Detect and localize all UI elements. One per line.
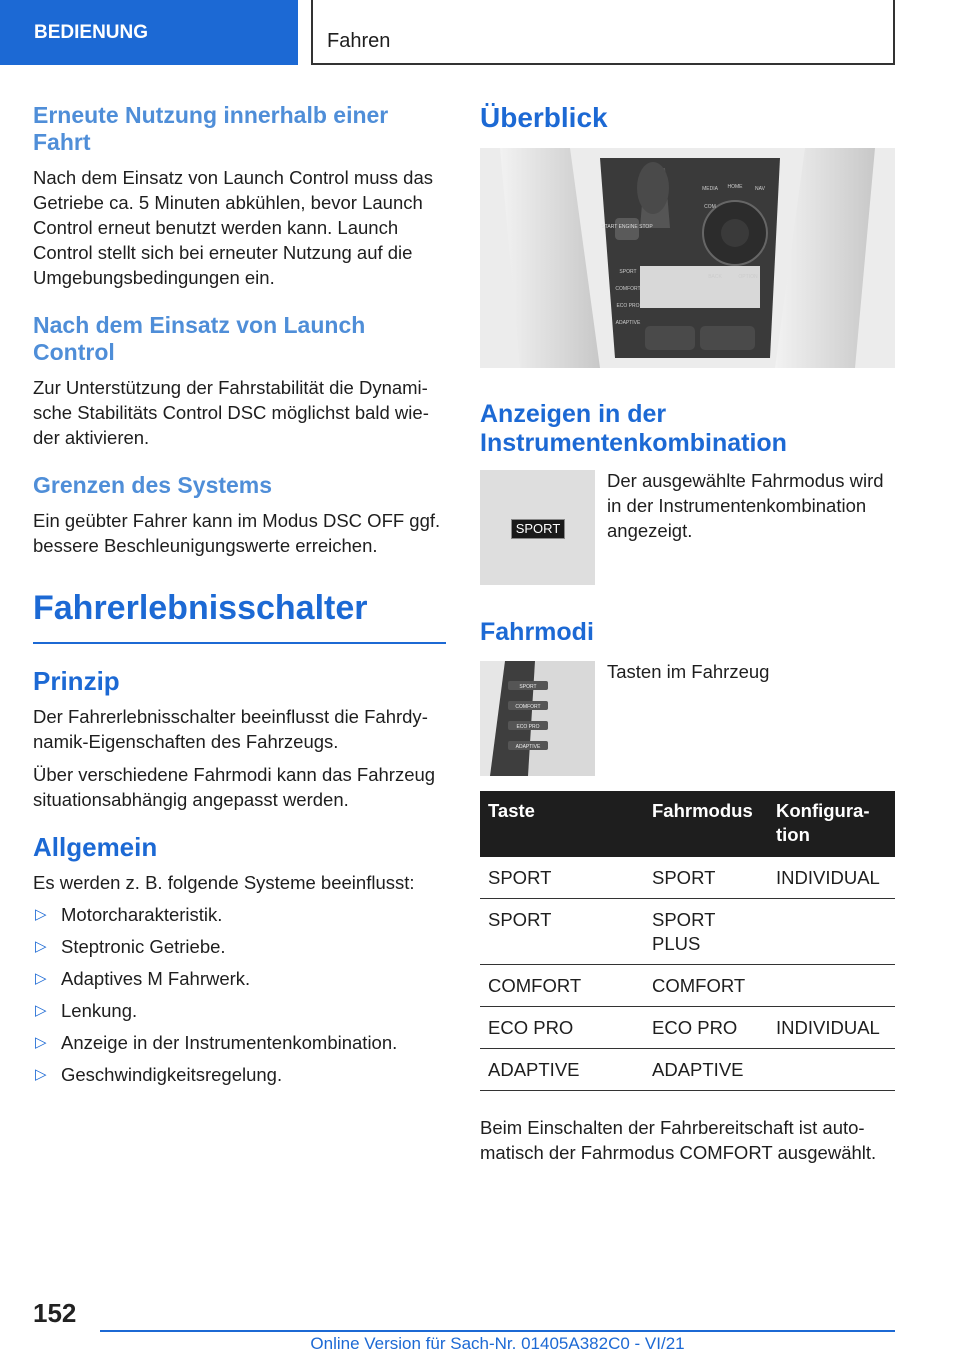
svg-text:SPORT: SPORT bbox=[519, 684, 537, 690]
sport-badge: SPORT bbox=[511, 519, 565, 539]
paragraph-allgemein: Es werden z. B. folgende Systeme beeinflusst: bbox=[33, 872, 415, 893]
heading-rule bbox=[33, 642, 446, 644]
triangle-bullet-icon: ▷ bbox=[35, 1066, 47, 1083]
table-header-row bbox=[480, 791, 895, 857]
svg-text:NAV: NAV bbox=[755, 186, 765, 192]
list-item: ▷ Adaptives M Fahrwerk. bbox=[35, 968, 251, 989]
table-cell: SPORT PLUS bbox=[644, 899, 768, 965]
paragraph-prinzip-2: Über verschiedene Fahrmodi kann das Fahrzeug situationsabhängig angepasst werden. bbox=[33, 764, 436, 810]
column-header: Konfiguration bbox=[768, 791, 895, 857]
heading-fahrmodi: Fahrmodi bbox=[480, 618, 594, 646]
svg-text:ADAPTIVE: ADAPTIVE bbox=[515, 744, 541, 750]
table-cell bbox=[768, 899, 895, 965]
paragraph-closing: Beim Einschalten der Fahrbereitschaft ist automatisch der Fahrmodus COMFORT ausgewählt. bbox=[480, 1117, 877, 1163]
paragraph-nach-einsatz: Zur Unterstützung der Fahrstabilität die Dynamische Stabilitäts Control DSC möglichst bald wieder aktivieren. bbox=[33, 377, 429, 448]
table-cell: ECO PRO bbox=[480, 1007, 644, 1049]
bullet-list bbox=[33, 902, 446, 1087]
center-console-illustration bbox=[480, 148, 895, 368]
paragraph-grenzen: Ein geübter Fahrer kann im Modus DSC OFF ggf. bessere Beschleunigungswerte erreichen. bbox=[33, 510, 441, 556]
left-column bbox=[33, 102, 446, 1094]
list-item: ▷ Motorcharakteristik. bbox=[35, 904, 223, 925]
svg-text:ECO PRO: ECO PRO bbox=[516, 724, 540, 730]
heading-nach-einsatz: Nach dem Einsatz von Launch Control bbox=[33, 312, 366, 365]
heading-allgemein: Allgemein bbox=[33, 832, 158, 862]
svg-text:BACK: BACK bbox=[708, 274, 722, 280]
main-heading: Fahrerlebnisschalter bbox=[33, 589, 368, 627]
svg-text:MEDIA: MEDIA bbox=[702, 186, 718, 192]
table-cell: SPORT bbox=[480, 857, 644, 899]
section-tab[interactable]: BEDIENUNG bbox=[0, 0, 298, 65]
page-number: 152 bbox=[33, 1298, 77, 1328]
list-item: ▷ Steptronic Getriebe. bbox=[35, 936, 226, 957]
list-item: ▷ Anzeige in der Instrumentenkombination. bbox=[35, 1032, 398, 1053]
table-cell: ADAPTIVE bbox=[644, 1049, 768, 1091]
svg-text:HOME: HOME bbox=[727, 184, 743, 190]
cluster-image bbox=[480, 470, 595, 585]
triangle-bullet-icon: ▷ bbox=[35, 938, 47, 955]
mode-table bbox=[480, 791, 895, 1091]
heading-anzeigen: Anzeigen in der Instrumentenkombination bbox=[480, 400, 787, 457]
table-cell: SPORT bbox=[644, 857, 768, 899]
footer-online-version[interactable]: Online Version für Sach-Nr. 01405A382C0 - VI/21 bbox=[310, 1334, 685, 1353]
svg-text:OPTION: OPTION bbox=[738, 274, 758, 280]
table-cell: ADAPTIVE bbox=[480, 1049, 644, 1091]
column-header: Taste bbox=[480, 791, 644, 857]
buttons-image bbox=[480, 661, 595, 776]
chapter-title: Fahren bbox=[311, 0, 895, 65]
svg-text:COMFORT: COMFORT bbox=[615, 286, 641, 292]
svg-text:SPORT: SPORT bbox=[619, 269, 637, 275]
paragraph-erneute-nutzung: Nach dem Einsatz von Launch Control muss das Getriebe ca. 5 Minuten abkühlen, bevor Launch Control erneut benutzt werden kann. Launch Control stellt sich bei erneuter Nutzung auf die Umgebungsbedingungen ein. bbox=[33, 167, 434, 288]
table-cell: ECO PRO bbox=[644, 1007, 768, 1049]
triangle-bullet-icon: ▷ bbox=[35, 970, 47, 987]
svg-text:START ENGINE STOP: START ENGINE STOP bbox=[601, 224, 653, 230]
triangle-bullet-icon: ▷ bbox=[35, 1034, 47, 1051]
table-cell bbox=[768, 1049, 895, 1091]
svg-text:ADAPTIVE: ADAPTIVE bbox=[615, 320, 641, 326]
footer-rule bbox=[100, 1330, 895, 1332]
paragraph-prinzip-1: Der Fahrerlebnisschalter beeinflusst die Fahrdynamik-Eigenschaften des Fahrzeugs. bbox=[33, 706, 428, 752]
heading-grenzen: Grenzen des Systems bbox=[33, 472, 273, 498]
console-image bbox=[480, 148, 895, 368]
table-cell: COMFORT bbox=[644, 965, 768, 1007]
column-header: Fahrmodus bbox=[644, 791, 768, 857]
svg-text:COM: COM bbox=[704, 204, 716, 210]
list-item: ▷ Geschwindigkeitsregelung. bbox=[35, 1064, 283, 1085]
table-cell bbox=[768, 965, 895, 1007]
table-cell: COMFORT bbox=[480, 965, 644, 1007]
svg-text:COMFORT: COMFORT bbox=[515, 704, 541, 710]
table-cell: INDIVIDUAL bbox=[768, 1007, 895, 1049]
heading-prinzip: Prinzip bbox=[33, 666, 120, 696]
paragraph-anzeigen: Der ausgewählte Fahrmodus wird in der Instrumentenkombination angezeigt. bbox=[607, 470, 884, 541]
mode-buttons-illustration bbox=[480, 661, 595, 776]
triangle-bullet-icon: ▷ bbox=[35, 1002, 47, 1019]
table-row bbox=[480, 1007, 895, 1049]
paragraph-fahrmodi: Tasten im Fahrzeug bbox=[607, 661, 770, 682]
table-cell: INDIVIDUAL bbox=[768, 857, 895, 899]
table-row bbox=[480, 1049, 895, 1091]
table-row bbox=[480, 857, 895, 899]
table-row bbox=[480, 965, 895, 1007]
right-column bbox=[480, 102, 895, 1165]
triangle-bullet-icon: ▷ bbox=[35, 906, 47, 923]
heading-ueberblick: Überblick bbox=[480, 102, 608, 133]
list-item: ▷ Lenkung. bbox=[35, 1000, 138, 1021]
svg-text:ECO PRO: ECO PRO bbox=[616, 303, 640, 309]
table-row bbox=[480, 899, 895, 965]
table-cell: SPORT bbox=[480, 899, 644, 965]
heading-erneute-nutzung: Erneute Nutzung innerhalb einer Fahrt bbox=[33, 102, 389, 155]
